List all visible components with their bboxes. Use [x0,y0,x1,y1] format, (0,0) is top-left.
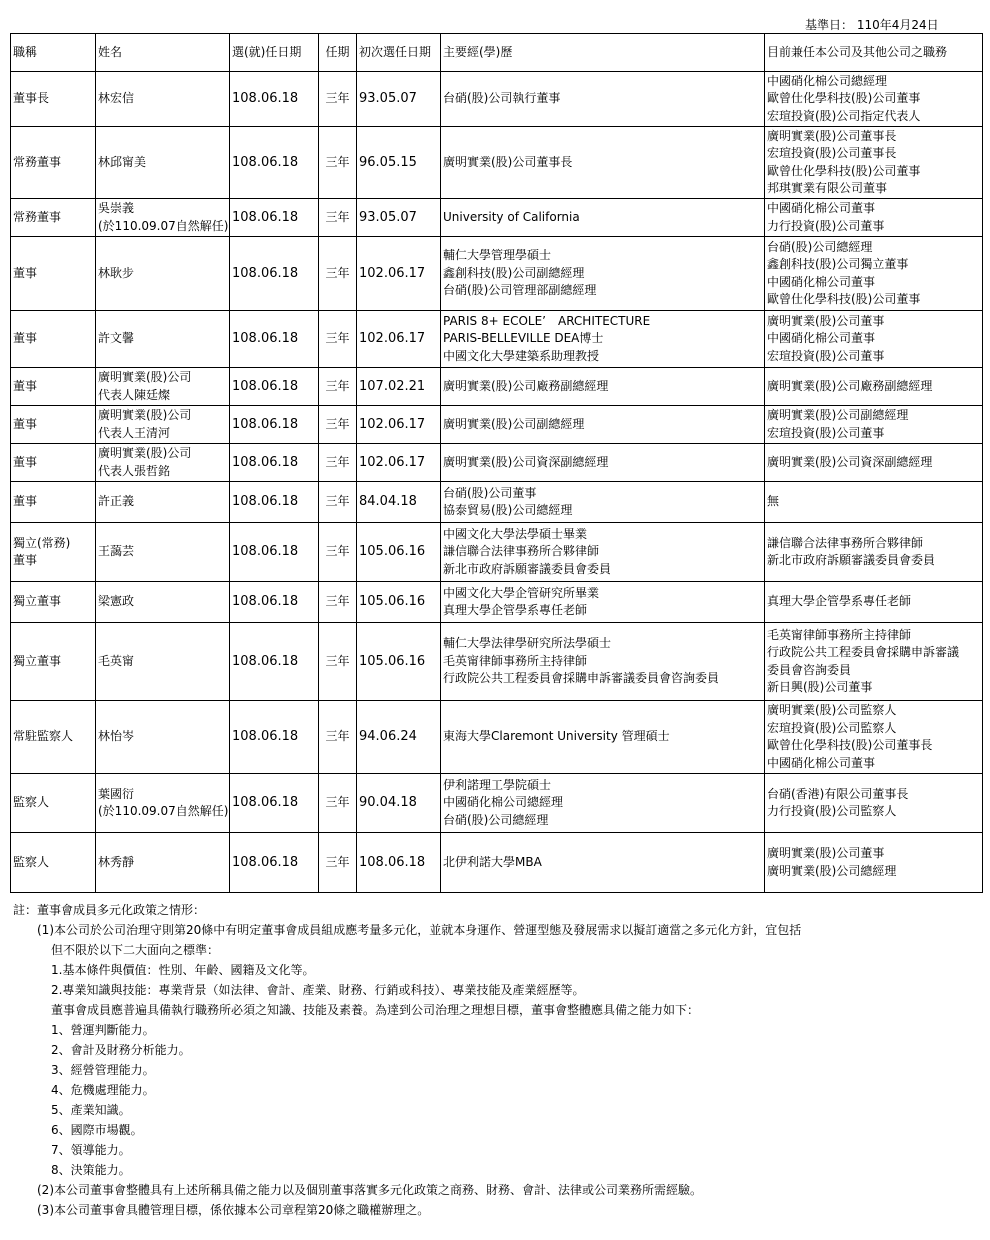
cell-line: 新北市政府訴願審議委員會委員 [767,553,936,567]
cell-line: 廣明實業(股)公司 [98,446,192,460]
cell-line: 中國文化大學企管研究所畢業 [443,585,600,600]
cell-line: 廣明實業(股)公司 [98,408,192,422]
cell-line: 行政院公共工程委員會採購申訴審議 [767,645,960,659]
notes-p1-line2: 但不限於以下二大面向之標準： [51,943,220,957]
cell-line: 常務董事 [13,209,62,224]
cell-current-positions [765,523,983,582]
table-row [11,311,983,368]
cell-name [96,199,230,237]
cell-experience [441,311,765,368]
cell-title [11,623,96,701]
cell-name [96,127,230,199]
cell-term: 三年 [319,701,357,774]
header-first-elected: 初次選任日期 [357,34,441,72]
table-row [11,199,983,237]
cell-line: 廣明實業(股)公司董事長 [443,154,573,169]
board-members-table [10,33,983,893]
cell-line: 監察人 [13,854,50,869]
table-row [11,701,983,774]
cell-line: 台硝(股)公司執行董事 [443,91,561,106]
cell-name [96,237,230,311]
table-row [11,623,983,701]
cell-line: 台硝(股)公司管理部副總經理 [443,283,597,298]
cell-line: 林耿步 [98,265,135,280]
cell-line: 代表人王清河 [98,425,171,440]
cell-experience [441,444,765,482]
cell-line: 中國硝化棉公司董事 [767,274,876,289]
cell-line: 獨立(常務) [13,535,71,550]
cell-first-elected: 108.06.18 [357,833,441,893]
cell-line: 林宏信 [98,91,135,106]
cell-line: 謙信聯合法律事務所合夥律師 [767,535,924,550]
cell-name [96,701,230,774]
cell-experience [441,701,765,774]
cell-name [96,523,230,582]
cell-line: 代表人張哲銘 [98,463,171,478]
cell-elected-date: 108.06.18 [230,623,319,701]
cell-line: 毛英甯律師事務所主持律師 [767,627,912,642]
cell-experience [441,368,765,406]
cell-experience [441,127,765,199]
cell-title [11,523,96,582]
cell-line: 委員會咨詢委員 [767,662,852,677]
cell-experience [441,406,765,444]
cell-title [11,482,96,523]
cell-term: 三年 [319,311,357,368]
table-row [11,406,983,444]
header-term: 任期 [319,34,357,72]
cell-first-elected: 84.04.18 [357,482,441,523]
cell-elected-date: 108.06.18 [230,237,319,311]
cell-line: 東海大學Claremont University 管理碩士 [443,729,670,744]
cell-first-elected: 102.06.17 [357,406,441,444]
cell-line: 歐曾仕化學科技(股)公司董事 [767,163,921,178]
cell-elected-date: 108.06.18 [230,444,319,482]
cell-line: 中國硝化棉公司董事 [767,755,876,770]
cell-name [96,311,230,368]
cell-line: 中國文化大學建築系助理教授 [443,348,600,363]
cell-line: 廣明實業(股)公司 [98,370,192,384]
table-row [11,523,983,582]
ability-item: 2、會計及財務分析能力。 [51,1043,191,1057]
cell-term: 三年 [319,833,357,893]
cell-title [11,72,96,127]
cell-line: (於110.09.07自然解任) [98,804,229,818]
cell-line: 毛英甯律師事務所主持律師 [443,653,588,668]
cell-term: 三年 [319,482,357,523]
cell-title [11,199,96,237]
cell-line: 廣明實業(股)公司總經理 [767,863,897,878]
cell-line: 鑫創科技(股)公司副總經理 [443,265,585,280]
cell-first-elected: 93.05.07 [357,199,441,237]
cell-line: PARIS 8+ ECOLE’ ARCHITECTURE [443,313,651,328]
cell-line: 新日興(股)公司董事 [767,680,873,694]
cell-line: 宏瑄投資(股)公司董事長 [767,146,897,160]
cell-line: 常駐監察人 [13,729,74,744]
header-name: 姓名 [96,34,230,72]
table-header-row [11,34,983,72]
cell-line: 廣明實業(股)公司副總經理 [767,408,909,422]
cell-term: 三年 [319,127,357,199]
table-row [11,833,983,893]
cell-term: 三年 [319,582,357,623]
notes-p2: (2)本公司董事會整體具有上述所稱具備之能力以及個別董事落實多元化政策之商務、財務、會計、法律或公司業務所需經驗。 [37,1183,703,1197]
cell-name [96,72,230,127]
cell-term: 三年 [319,237,357,311]
cell-title [11,833,96,893]
cell-current-positions [765,127,983,199]
cell-line: 廣明實業(股)公司資深副總經理 [767,454,933,469]
cell-line: 台硝(股)公司董事 [443,485,537,500]
table-row [11,127,983,199]
cell-name [96,406,230,444]
cell-first-elected: 90.04.18 [357,774,441,833]
cell-line: 董事 [13,494,38,509]
cell-current-positions [765,482,983,523]
cell-first-elected: 96.05.15 [357,127,441,199]
cell-line: 吳崇義 [98,201,135,215]
cell-line: 許正義 [98,494,135,509]
cell-name [96,444,230,482]
cell-line: 董事 [13,553,38,567]
cell-title [11,701,96,774]
table-row [11,444,983,482]
cell-line: 董事 [13,378,38,393]
notes-p1-line1: (1)本公司於公司治理守則第20條中有明定董事會成員組成應考量多元化，並就本身運作、營運型態及發展需求以擬訂適當之多元化方針，宜包括 [37,923,802,937]
cell-experience [441,482,765,523]
cell-line: 輔仁大學法律學研究所法學碩士 [443,636,612,651]
cell-line: 中國硝化棉公司董事 [767,331,876,346]
cell-name [96,482,230,523]
cell-term: 三年 [319,368,357,406]
cell-line: 廣明實業(股)公司董事 [767,313,885,328]
cell-line: 真理大學企管學系專任老師 [767,594,912,609]
cell-first-elected: 93.05.07 [357,72,441,127]
cell-line: 台硝(股)公司總經理 [443,812,549,827]
cell-name [96,833,230,893]
cell-current-positions [765,72,983,127]
cell-experience [441,774,765,833]
cell-line: 董事長 [13,91,50,106]
cell-line: 葉國衍 [98,786,135,801]
cell-line: 邦琪實業有限公司董事 [767,181,888,195]
cell-first-elected: 102.06.17 [357,237,441,311]
cell-title [11,368,96,406]
cell-title [11,444,96,482]
cell-title [11,406,96,444]
cell-elected-date: 108.06.18 [230,406,319,444]
cell-line: 獨立董事 [13,653,62,668]
cell-line: PARIS-BELLEVILLE DEA博士 [443,331,604,346]
cell-line: 歐曾仕化學科技(股)公司董事 [767,292,921,306]
cell-name [96,582,230,623]
notes-p1-item1: 1.基本條件與價值：性別、年齡、國籍及文化等。 [51,963,315,977]
cell-line: 許文馨 [98,331,135,346]
cell-line: 台硝(股)公司總經理 [767,239,873,254]
ability-item: 5、產業知識。 [51,1103,131,1117]
cell-elected-date: 108.06.18 [230,482,319,523]
cell-current-positions [765,623,983,701]
table-row [11,482,983,523]
cell-experience [441,833,765,893]
cell-term: 三年 [319,774,357,833]
cell-current-positions [765,237,983,311]
cell-name [96,774,230,833]
cell-term: 三年 [319,406,357,444]
cell-title [11,582,96,623]
cell-term: 三年 [319,72,357,127]
cell-line: 廣明實業(股)公司董事長 [767,128,897,143]
cell-term: 三年 [319,444,357,482]
cell-line: 伊利諾理工學院碩士 [443,777,552,792]
cell-elected-date: 108.06.18 [230,72,319,127]
cell-line: 宏瑄投資(股)公司董事 [767,425,885,440]
header-experience: 主要經(學)歷 [441,34,765,72]
cell-current-positions [765,701,983,774]
cell-first-elected: 102.06.17 [357,311,441,368]
cell-line: 董事 [13,454,38,469]
cell-elected-date: 108.06.18 [230,582,319,623]
cell-line: 台硝(香港)有限公司董事長 [767,786,909,801]
notes-p1-line3: 董事會成員應普遍具備執行職務所必須之知識、技能及素養。為達到公司治理之理想目標，董事會整體應具備之能力如下： [51,1003,700,1017]
cell-first-elected: 105.06.16 [357,582,441,623]
cell-line: 林怡岑 [98,729,135,744]
cell-experience [441,199,765,237]
ability-item: 4、危機處理能力。 [51,1083,155,1097]
cell-elected-date: 108.06.18 [230,774,319,833]
cell-elected-date: 108.06.18 [230,311,319,368]
cell-current-positions [765,406,983,444]
cell-experience [441,582,765,623]
cell-title [11,127,96,199]
notes-p3: (3)本公司董事會具體管理目標，係依據本公司章程第20條之職權辦理之。 [37,1203,430,1217]
cell-line: 董事 [13,265,38,280]
cell-line: 鑫創科技(股)公司獨立董事 [767,257,909,271]
cell-elected-date: 108.06.18 [230,368,319,406]
cell-experience [441,623,765,701]
cell-elected-date: 108.06.18 [230,523,319,582]
cell-line: 代表人陳廷燦 [98,387,171,402]
table-row [11,774,983,833]
cell-line: 行政院公共工程委員會採購申訴審議委員會咨詢委員 [443,671,720,686]
cell-current-positions [765,368,983,406]
cell-name [96,368,230,406]
ability-item: 7、領導能力。 [51,1143,131,1157]
cell-line: 廣明實業(股)公司監察人 [767,703,897,717]
cell-first-elected: 107.02.21 [357,368,441,406]
header-title: 職稱 [11,34,96,72]
cell-current-positions [765,833,983,893]
cell-current-positions [765,199,983,237]
cell-line: 廣明實業(股)公司董事 [767,846,885,860]
cell-line: 王藹芸 [98,544,135,559]
cell-current-positions [765,774,983,833]
cell-term: 三年 [319,523,357,582]
cell-line: 中國硝化棉公司總經理 [443,795,564,810]
cell-line: 廣明實業(股)公司資深副總經理 [443,454,609,469]
cell-elected-date: 108.06.18 [230,833,319,893]
cell-line: 歐曾仕化學科技(股)公司董事長 [767,738,933,752]
cell-line: 宏瑄投資(股)公司指定代表人 [767,108,921,123]
cell-line: 宏瑄投資(股)公司董事 [767,348,885,363]
cell-line: 力行投資(股)公司監察人 [767,804,897,818]
header-elected-date: 選(就)任日期 [230,34,319,72]
cell-line: 中國硝化棉公司總經理 [767,73,888,88]
cell-experience [441,237,765,311]
table-row [11,582,983,623]
cell-line: 梁憲政 [98,594,135,609]
ability-item: 1、營運判斷能力。 [51,1023,155,1037]
cell-current-positions [765,444,983,482]
base-date: 基準日： 110年4月24日 [805,18,939,32]
cell-name [96,623,230,701]
notes-heading: 註：董事會成員多元化政策之情形： [13,903,206,917]
cell-line: 董事 [13,416,38,431]
table-row [11,72,983,127]
cell-line: 無 [767,494,780,509]
cell-term: 三年 [319,199,357,237]
ability-item: 3、經營管理能力。 [51,1063,155,1077]
cell-first-elected: 105.06.16 [357,523,441,582]
cell-line: 廣明實業(股)公司副總經理 [443,416,585,431]
cell-current-positions [765,311,983,368]
cell-line: University of California [443,209,580,224]
cell-elected-date: 108.06.18 [230,199,319,237]
cell-line: 常務董事 [13,154,62,169]
cell-title [11,774,96,833]
cell-line: 真理大學企管學系專任老師 [443,603,588,617]
cell-line: 力行投資(股)公司董事 [767,218,885,233]
cell-line: 謙信聯合法律事務所合夥律師 [443,544,600,559]
header-current-positions: 目前兼任本公司及其他公司之職務 [765,34,983,72]
cell-line: 獨立董事 [13,594,62,609]
cell-title [11,237,96,311]
cell-line: 北伊利諾大學MBA [443,854,542,869]
ability-item: 8、決策能力。 [51,1163,131,1177]
cell-line: 林秀靜 [98,854,135,869]
cell-elected-date: 108.06.18 [230,701,319,774]
cell-line: 監察人 [13,795,50,810]
notes-section [13,900,978,1220]
cell-title [11,311,96,368]
table-row [11,368,983,406]
table-row [11,237,983,311]
cell-line: 宏瑄投資(股)公司監察人 [767,720,897,735]
cell-term: 三年 [319,623,357,701]
cell-line: 廣明實業(股)公司廠務副總經理 [767,378,933,393]
ability-item: 6、國際市場觀。 [51,1123,143,1137]
cell-line: 中國硝化棉公司董事 [767,201,876,215]
cell-line: 毛英甯 [98,653,135,668]
cell-current-positions [765,582,983,623]
cell-line: 輔仁大學管理學碩士 [443,248,552,263]
cell-experience [441,523,765,582]
cell-line: (於110.09.07自然解任) [98,218,229,233]
cell-line: 歐曾仕化學科技(股)公司董事 [767,91,921,106]
cell-first-elected: 105.06.16 [357,623,441,701]
cell-elected-date: 108.06.18 [230,127,319,199]
cell-line: 廣明實業(股)公司廠務副總經理 [443,378,609,393]
cell-experience [441,72,765,127]
cell-first-elected: 94.06.24 [357,701,441,774]
cell-line: 新北市政府訴願審議委員會委員 [443,561,612,576]
cell-line: 董事 [13,331,38,346]
cell-first-elected: 102.06.17 [357,444,441,482]
cell-line: 中國文化大學法學碩士畢業 [443,526,588,541]
notes-p1-item2: 2.專業知識與技能：專業背景（如法律、會計、產業、財務、行銷或科技）、專業技能及產業經歷等。 [51,983,585,997]
cell-line: 協泰貿易(股)公司總經理 [443,503,573,517]
cell-line: 林邱甯美 [98,154,147,169]
